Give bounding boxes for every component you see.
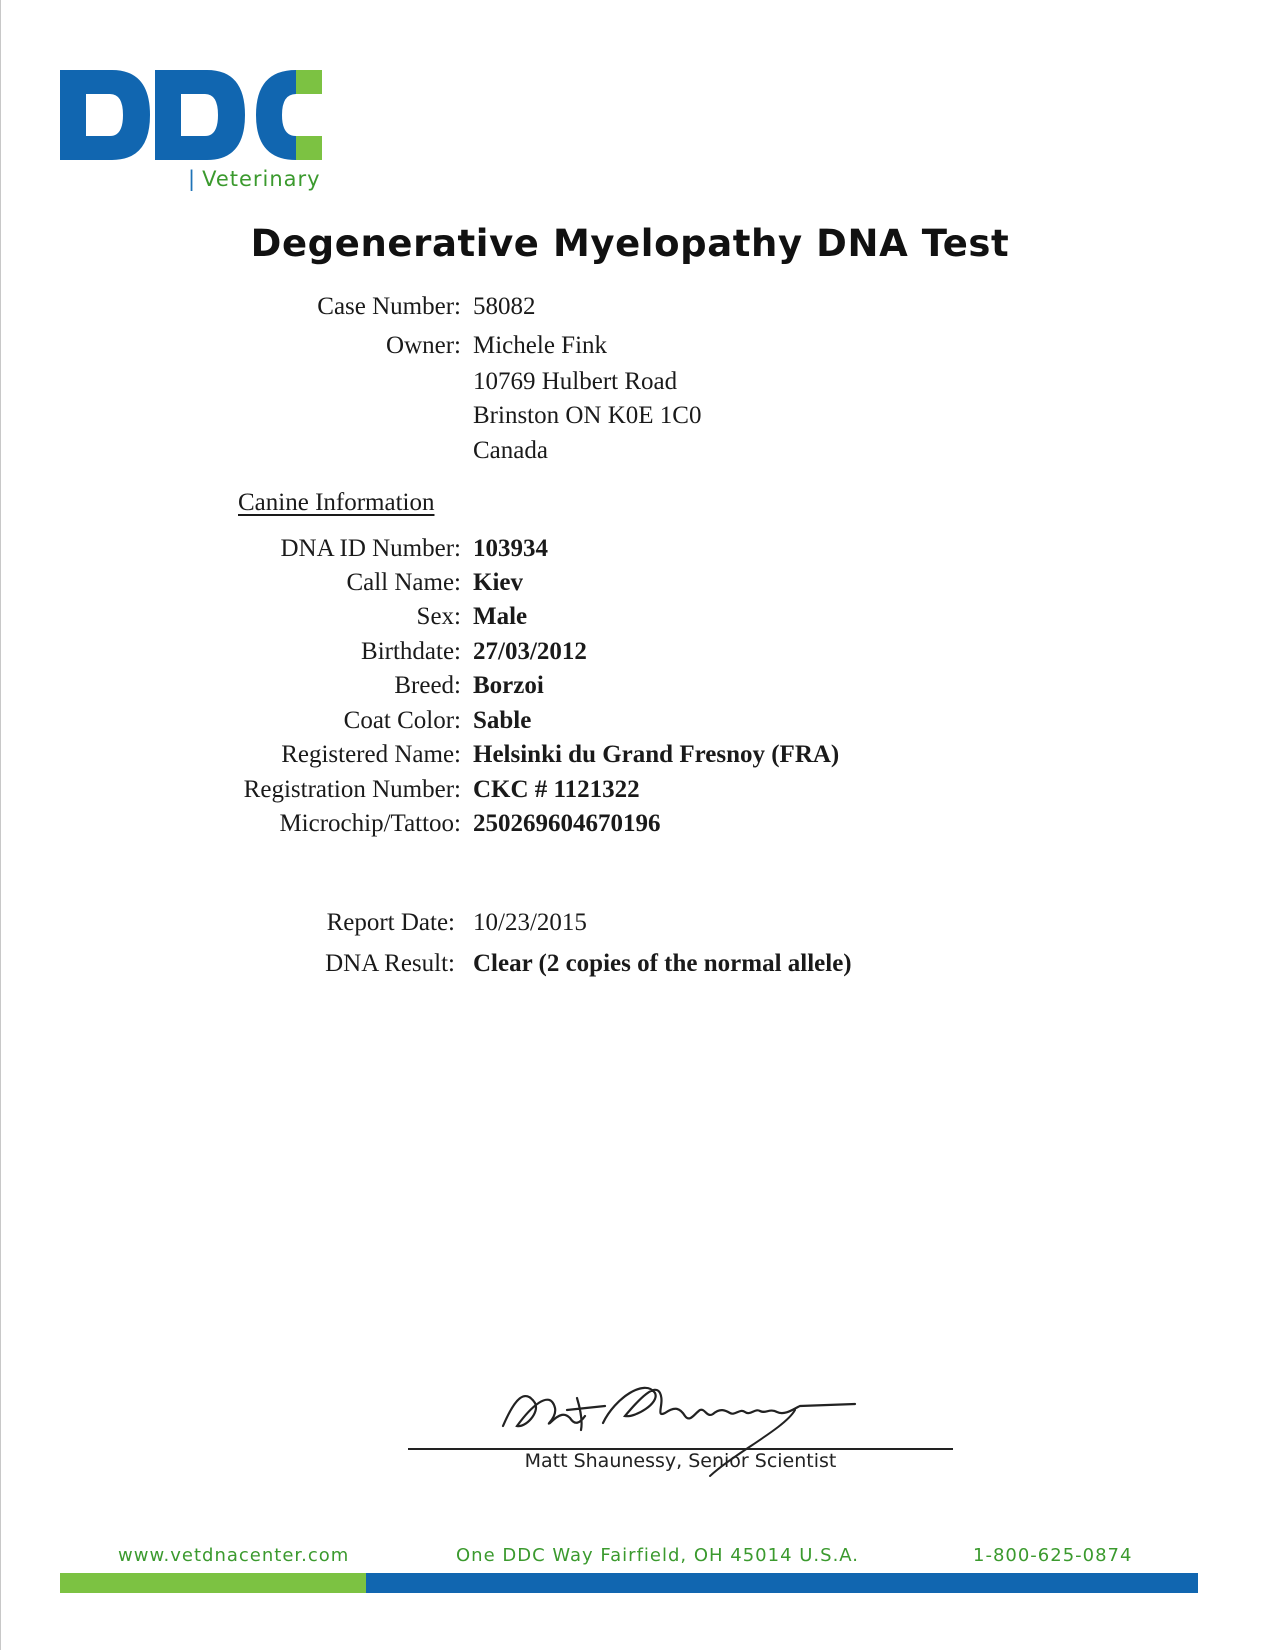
document-title: Degenerative Myelopathy DNA Test	[250, 222, 1010, 265]
dna-id-label: DNA ID Number:	[280, 535, 461, 562]
case-number-row	[0, 290, 1275, 324]
canine-field-row	[0, 635, 1275, 669]
dna-result-value: Clear (2 copies of the normal allele)	[473, 950, 852, 977]
footer-bar-blue	[366, 1573, 1198, 1593]
signatory-caption: Matt Shaunessy, Senior Scientist	[524, 1450, 837, 1472]
registration-number-label: Registration Number:	[243, 776, 461, 803]
birthdate-label: Birthdate:	[361, 638, 461, 665]
canine-field-row	[0, 773, 1275, 807]
breed-value: Borzoi	[473, 672, 544, 699]
footer-phone: 1-800-625-0874	[973, 1545, 1133, 1566]
owner-row	[0, 329, 1275, 363]
owner-name: Michele Fink	[473, 332, 608, 359]
coat-color-value: Sable	[473, 707, 532, 734]
registered-name-label: Registered Name:	[281, 741, 461, 768]
owner-address-line: 10769 Hulbert Road	[473, 368, 678, 395]
call-name-label: Call Name:	[346, 569, 461, 596]
microchip-value: 250269604670196	[473, 810, 661, 837]
sex-label: Sex:	[416, 603, 461, 630]
dna-result-row	[0, 947, 1275, 981]
microchip-label: Microchip/Tattoo:	[279, 810, 461, 837]
dna-id-value: 103934	[473, 535, 548, 562]
ddc-logo-mark	[60, 70, 350, 160]
ddc-logo	[60, 70, 350, 200]
owner-address-line: Brinston ON K0E 1C0	[473, 402, 702, 429]
footer-website: www.vetdnacenter.com	[118, 1545, 350, 1566]
case-number-label: Case Number:	[317, 293, 461, 320]
sex-value: Male	[473, 603, 528, 630]
report-date-row	[0, 906, 1275, 940]
report-date-value: 10/23/2015	[473, 909, 587, 936]
call-name-value: Kiev	[473, 569, 523, 596]
registration-number-value: CKC # 1121322	[473, 776, 640, 803]
footer-address: One DDC Way Fairfield, OH 45014 U.S.A.	[456, 1545, 860, 1566]
owner-label: Owner:	[386, 332, 461, 359]
breed-label: Breed:	[394, 672, 461, 699]
dna-result-label: DNA Result:	[325, 950, 455, 977]
canine-field-row	[0, 807, 1275, 841]
canine-information-heading: Canine Information	[238, 489, 435, 516]
registered-name-value: Helsinki du Grand Fresnoy (FRA)	[473, 741, 840, 768]
footer-bar-green	[60, 1573, 366, 1593]
canine-field-row	[0, 532, 1275, 566]
case-number-value: 58082	[473, 293, 536, 320]
canine-field-row	[0, 704, 1275, 738]
logo-subtitle-text: Veterinary	[202, 167, 321, 191]
canine-field-row	[0, 600, 1275, 634]
owner-address-line: Canada	[473, 437, 548, 464]
coat-color-label: Coat Color:	[343, 707, 461, 734]
canine-field-row	[0, 669, 1275, 703]
canine-field-row	[0, 566, 1275, 600]
report-date-label: Report Date:	[326, 909, 455, 936]
birthdate-value: 27/03/2012	[473, 638, 587, 665]
canine-field-row	[0, 738, 1275, 772]
logo-subtitle: | Veterinary	[188, 167, 321, 191]
